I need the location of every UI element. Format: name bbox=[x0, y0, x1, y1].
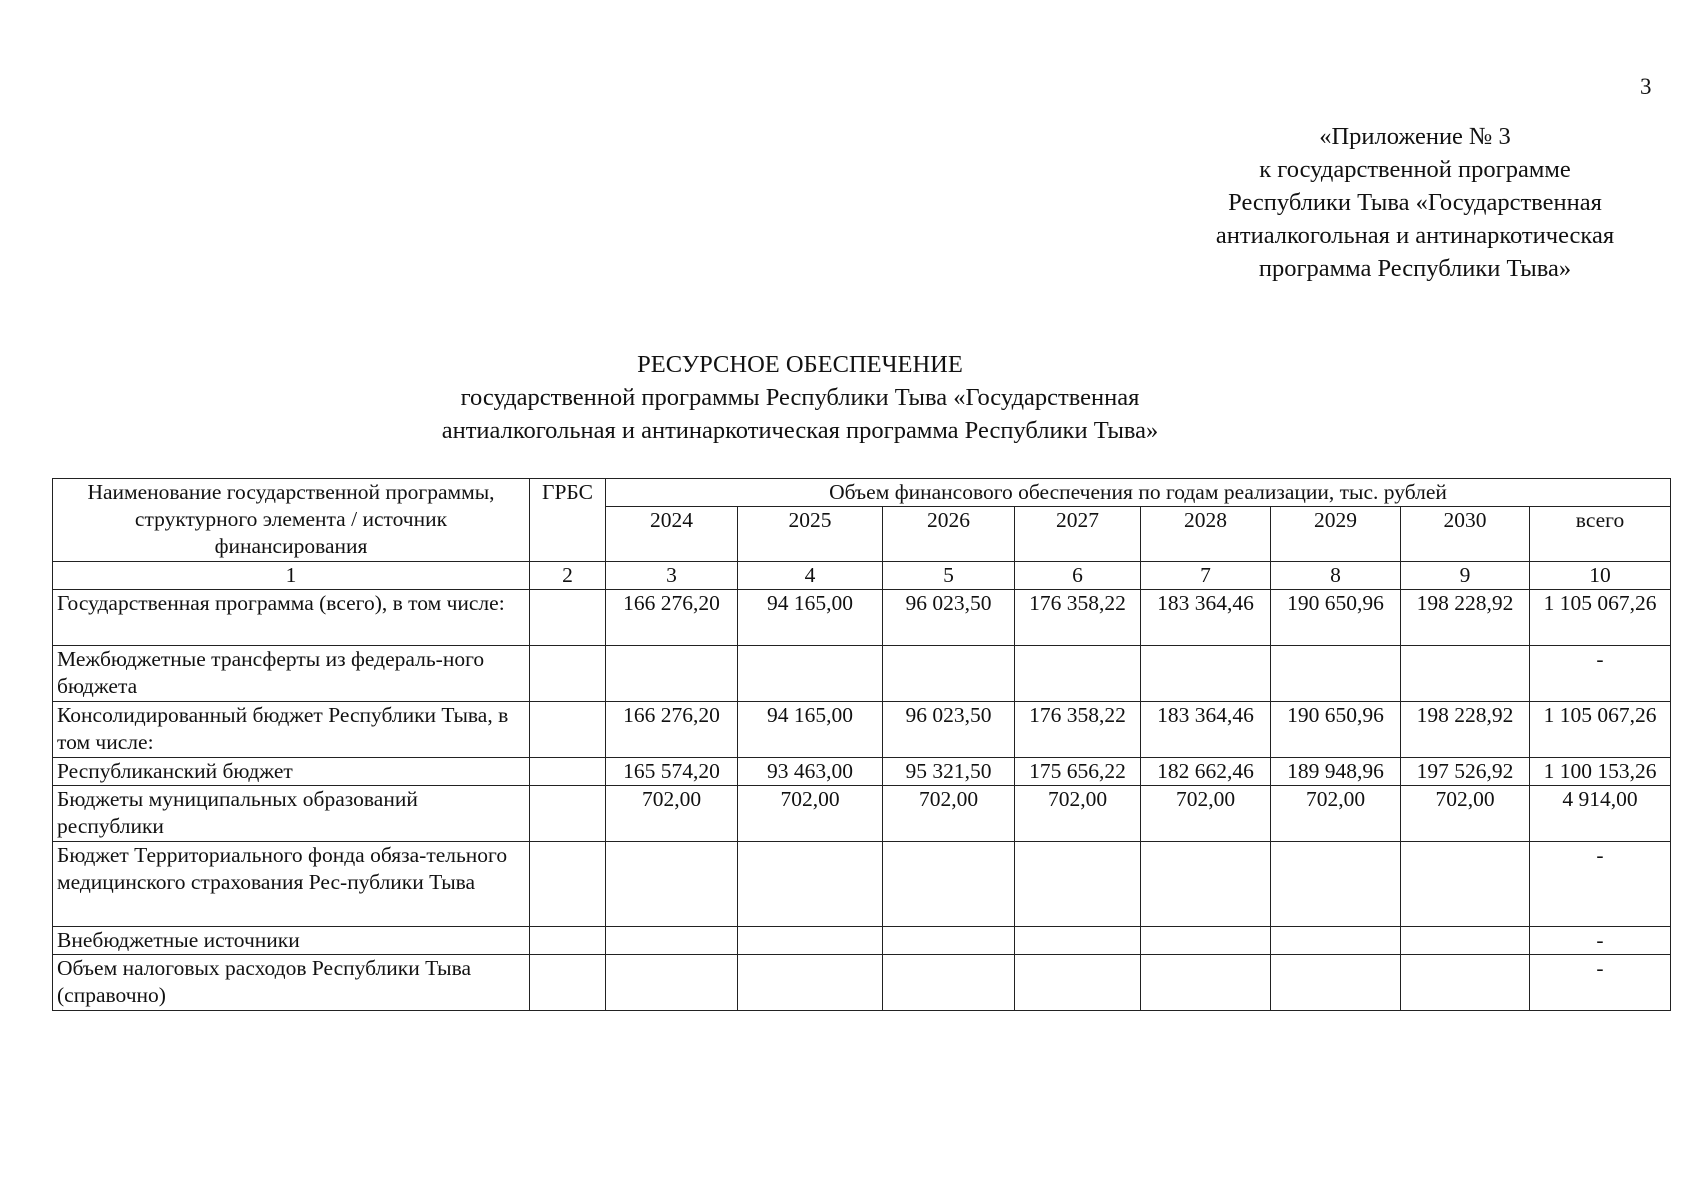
row-name: Бюджет Территориального фонда обяза-тельного медицинского страхования Рес-публики Тыва bbox=[53, 842, 530, 927]
column-number: 6 bbox=[1015, 562, 1141, 590]
header-grbs: ГРБС bbox=[530, 479, 606, 562]
table-header-row bbox=[53, 479, 1671, 507]
value-cell: 183 364,46 bbox=[1141, 702, 1271, 758]
total-cell: 4 914,00 bbox=[1530, 786, 1671, 842]
table-row bbox=[53, 842, 1671, 927]
resource-table bbox=[52, 478, 1671, 1011]
row-grbs bbox=[530, 786, 606, 842]
header-year: 2024 bbox=[606, 507, 738, 562]
column-number: 5 bbox=[883, 562, 1015, 590]
value-cell: 183 364,46 bbox=[1141, 590, 1271, 646]
title-line: антиалкогольная и антинаркотическая программа Республики Тыва» bbox=[441, 417, 1159, 444]
table-row bbox=[53, 702, 1671, 758]
column-number: 9 bbox=[1401, 562, 1530, 590]
value-cell: 702,00 bbox=[1401, 786, 1530, 842]
header-total: всего bbox=[1530, 507, 1671, 562]
value-cell: 702,00 bbox=[1141, 786, 1271, 842]
value-cell bbox=[738, 646, 883, 702]
header-year: 2030 bbox=[1401, 507, 1530, 562]
value-cell: 96 023,50 bbox=[883, 590, 1015, 646]
value-cell bbox=[1271, 927, 1401, 955]
value-cell bbox=[1141, 955, 1271, 1011]
value-cell bbox=[1141, 927, 1271, 955]
value-cell: 190 650,96 bbox=[1271, 590, 1401, 646]
row-name: Консолидированный бюджет Республики Тыва, в том числе: bbox=[53, 702, 530, 758]
appendix-line: программа Республики Тыва» bbox=[1258, 255, 1572, 282]
table-row bbox=[53, 955, 1671, 1011]
header-year: 2026 bbox=[883, 507, 1015, 562]
title-line: государственной программы Республики Тыва «Государственная bbox=[460, 384, 1140, 411]
value-cell: 166 276,20 bbox=[606, 590, 738, 646]
value-cell: 702,00 bbox=[883, 786, 1015, 842]
value-cell: 189 948,96 bbox=[1271, 758, 1401, 786]
total-cell: 1 105 067,26 bbox=[1530, 702, 1671, 758]
value-cell: 702,00 bbox=[1271, 786, 1401, 842]
column-number: 1 bbox=[53, 562, 530, 590]
value-cell: 198 228,92 bbox=[1401, 590, 1530, 646]
row-grbs bbox=[530, 646, 606, 702]
value-cell bbox=[883, 646, 1015, 702]
value-cell bbox=[1271, 646, 1401, 702]
row-grbs bbox=[530, 842, 606, 927]
value-cell: 190 650,96 bbox=[1271, 702, 1401, 758]
column-number: 3 bbox=[606, 562, 738, 590]
appendix-line: антиалкогольная и антинаркотическая bbox=[1215, 222, 1615, 249]
document-title bbox=[300, 348, 1300, 447]
value-cell: 176 358,22 bbox=[1015, 590, 1141, 646]
row-name: Республиканский бюджет bbox=[53, 758, 530, 786]
value-cell bbox=[738, 842, 883, 927]
value-cell: 175 656,22 bbox=[1015, 758, 1141, 786]
row-name: Бюджеты муниципальных образований республики bbox=[53, 786, 530, 842]
header-year: 2028 bbox=[1141, 507, 1271, 562]
total-cell: 1 105 067,26 bbox=[1530, 590, 1671, 646]
value-cell bbox=[606, 842, 738, 927]
appendix-line: «Приложение № 3 bbox=[1319, 123, 1511, 150]
value-cell: 702,00 bbox=[738, 786, 883, 842]
value-cell: 165 574,20 bbox=[606, 758, 738, 786]
value-cell bbox=[883, 955, 1015, 1011]
value-cell bbox=[1141, 842, 1271, 927]
table-row bbox=[53, 786, 1671, 842]
column-number: 8 bbox=[1271, 562, 1401, 590]
column-numbers-row bbox=[53, 562, 1671, 590]
value-cell bbox=[1401, 927, 1530, 955]
header-name: Наименование государственной программы, структурного элемента / источник финансирования bbox=[53, 479, 530, 562]
table-row bbox=[53, 927, 1671, 955]
row-name: Внебюджетные источники bbox=[53, 927, 530, 955]
value-cell bbox=[1015, 646, 1141, 702]
value-cell bbox=[738, 927, 883, 955]
appendix-line: к государственной программе bbox=[1259, 156, 1571, 183]
title-heading: РЕСУРСНОЕ ОБЕСПЕЧЕНИЕ bbox=[637, 351, 963, 378]
value-cell bbox=[883, 927, 1015, 955]
value-cell: 197 526,92 bbox=[1401, 758, 1530, 786]
value-cell bbox=[1271, 842, 1401, 927]
value-cell: 93 463,00 bbox=[738, 758, 883, 786]
value-cell bbox=[883, 842, 1015, 927]
value-cell: 702,00 bbox=[1015, 786, 1141, 842]
total-cell: - bbox=[1530, 646, 1671, 702]
total-cell: - bbox=[1530, 842, 1671, 927]
appendix-header bbox=[1150, 120, 1680, 285]
value-cell: 96 023,50 bbox=[883, 702, 1015, 758]
total-cell: - bbox=[1530, 955, 1671, 1011]
page-number: 3 bbox=[1640, 74, 1652, 99]
row-grbs bbox=[530, 927, 606, 955]
total-cell: - bbox=[1530, 927, 1671, 955]
row-name: Объем налоговых расходов Республики Тыва (справочно) bbox=[53, 955, 530, 1011]
value-cell bbox=[1401, 646, 1530, 702]
value-cell bbox=[1271, 955, 1401, 1011]
table-row bbox=[53, 758, 1671, 786]
value-cell bbox=[606, 646, 738, 702]
row-grbs bbox=[530, 955, 606, 1011]
column-number: 7 bbox=[1141, 562, 1271, 590]
value-cell bbox=[1141, 646, 1271, 702]
value-cell: 182 662,46 bbox=[1141, 758, 1271, 786]
appendix-line: Республики Тыва «Государственная bbox=[1228, 189, 1602, 216]
value-cell bbox=[606, 955, 738, 1011]
header-year: 2029 bbox=[1271, 507, 1401, 562]
value-cell: 95 321,50 bbox=[883, 758, 1015, 786]
value-cell: 94 165,00 bbox=[738, 702, 883, 758]
header-year: 2027 bbox=[1015, 507, 1141, 562]
value-cell: 166 276,20 bbox=[606, 702, 738, 758]
value-cell: 94 165,00 bbox=[738, 590, 883, 646]
row-grbs bbox=[530, 702, 606, 758]
value-cell bbox=[738, 955, 883, 1011]
header-volume: Объем финансового обеспечения по годам реализации, тыс. рублей bbox=[606, 479, 1671, 507]
column-number: 2 bbox=[530, 562, 606, 590]
value-cell: 176 358,22 bbox=[1015, 702, 1141, 758]
value-cell bbox=[1401, 842, 1530, 927]
column-number: 4 bbox=[738, 562, 883, 590]
row-grbs bbox=[530, 758, 606, 786]
total-cell: 1 100 153,26 bbox=[1530, 758, 1671, 786]
value-cell bbox=[1015, 842, 1141, 927]
value-cell bbox=[606, 927, 738, 955]
row-grbs bbox=[530, 590, 606, 646]
row-name: Межбюджетные трансферты из федераль-ного бюджета bbox=[53, 646, 530, 702]
value-cell: 198 228,92 bbox=[1401, 702, 1530, 758]
value-cell bbox=[1015, 955, 1141, 1011]
row-name: Государственная программа (всего), в том числе: bbox=[53, 590, 530, 646]
value-cell bbox=[1401, 955, 1530, 1011]
table-row bbox=[53, 590, 1671, 646]
value-cell: 702,00 bbox=[606, 786, 738, 842]
table-row bbox=[53, 646, 1671, 702]
value-cell bbox=[1015, 927, 1141, 955]
column-number: 10 bbox=[1530, 562, 1671, 590]
header-year: 2025 bbox=[738, 507, 883, 562]
